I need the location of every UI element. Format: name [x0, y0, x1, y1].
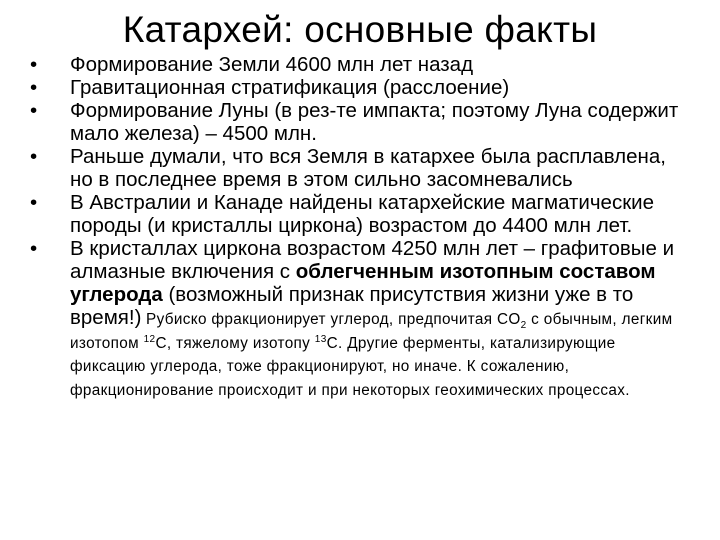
- bullet-marker: •: [30, 145, 38, 168]
- superscript: 12: [143, 333, 156, 345]
- small-note-text: [70, 311, 673, 399]
- bullet-marker: •: [30, 53, 38, 76]
- bullet-item: [0, 191, 720, 237]
- bullet-item: [0, 237, 720, 400]
- bullet-bold-text: облегченным изотопным составом углерода: [70, 260, 656, 306]
- bullet-item: [0, 76, 720, 99]
- bullet-text: Гравитационная стратификация (расслоение): [70, 76, 510, 99]
- bullet-text: (возможный признак присутствия жизни уже в то время!): [70, 283, 634, 329]
- small-note-part: C. Другие ферменты, катализирующие фиксацию углерода, тоже фракционируют, но иначе. К сожалению, фракционирование происходит и при некоторых геохимических процессах.: [70, 334, 630, 399]
- bullet-text: Формирование Луны (в рез-те импакта; поэтому Луна содержит мало железа) – 4500 млн.: [70, 99, 679, 145]
- subscript: 2: [520, 320, 527, 332]
- bullet-marker: •: [30, 237, 38, 260]
- bullet-text: Формирование Земли 4600 млн лет назад: [70, 53, 474, 76]
- bullet-marker: •: [30, 191, 38, 214]
- small-note-part: C, тяжелому изотопу: [155, 334, 315, 352]
- bullet-list: [0, 53, 720, 400]
- superscript: 13: [314, 333, 327, 345]
- small-note-part: Рубиско фракционирует углерод, предпочитая CO: [141, 311, 521, 328]
- bullet-item: [0, 53, 720, 76]
- bullet-marker: •: [30, 76, 38, 99]
- bullet-text: Раньше думали, что вся Земля в катархее была расплавлена, но в последнее время в этом сильно засомневались: [70, 145, 666, 191]
- slide-title: Катархей: основные факты: [122, 9, 598, 50]
- bullet-item: [0, 145, 720, 191]
- bullet-text: В кристаллах циркона возрастом 4250 млн лет – графитовые и алмазные включения с: [70, 237, 675, 283]
- bullet-text: В Австралии и Канаде найдены катархейские магматические породы (и кристаллы циркона) возрастом до 4400 млн лет.: [70, 191, 655, 237]
- small-note-part: с обычным, легким изотопом: [70, 311, 673, 352]
- bullet-marker: •: [30, 99, 38, 122]
- bullet-item: [0, 99, 720, 145]
